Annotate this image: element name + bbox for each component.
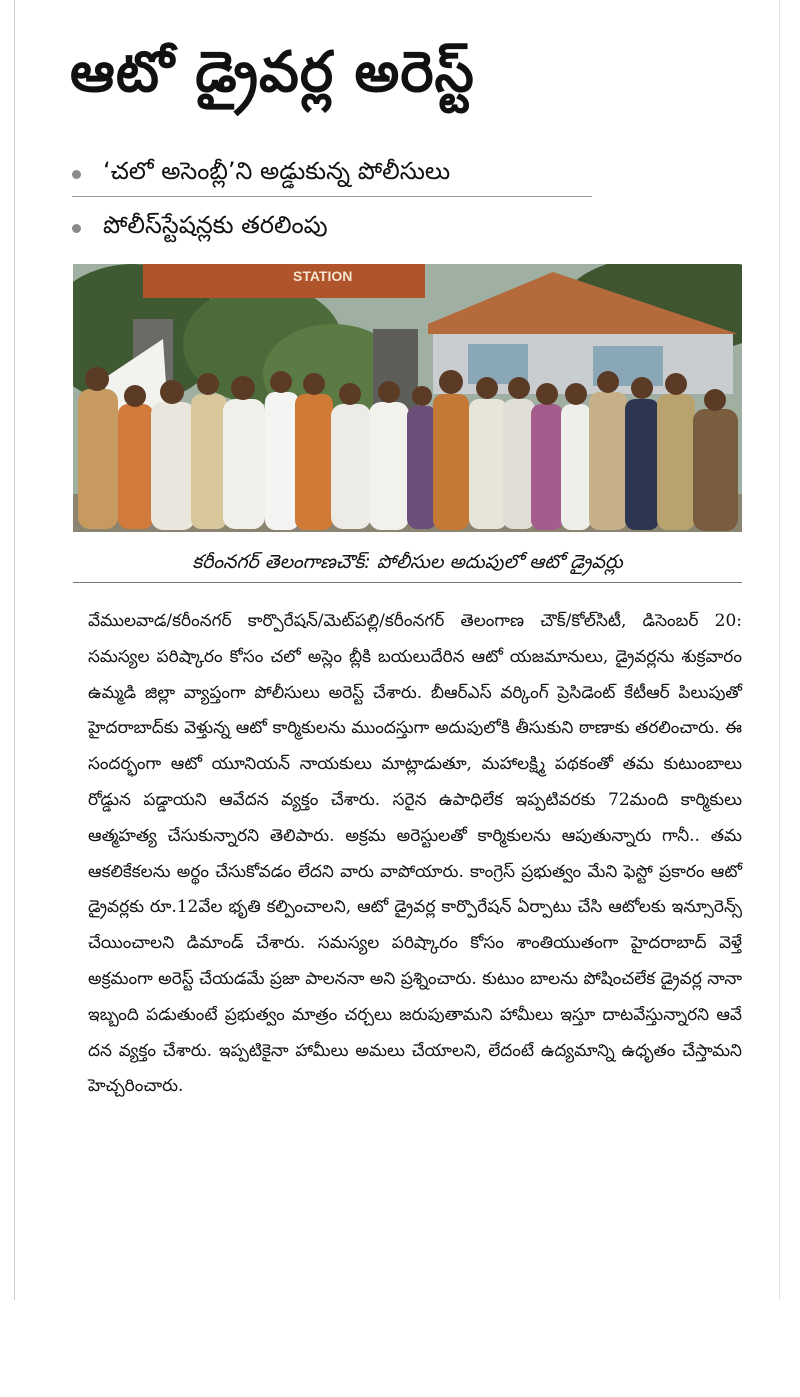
left-margin-rule	[14, 0, 15, 1300]
news-photo	[73, 264, 742, 532]
photo-sign-text: STATION	[293, 268, 353, 284]
bullet-text: ‘చలో అసెంబ్లీ’ని అడ్డుకున్న పోలీసులు	[103, 157, 451, 185]
bullet-dot-icon	[72, 170, 81, 179]
bullet-item	[72, 206, 592, 250]
photo-caption: కరీంనగర్ తెలంగాణచౌక్: పోలీసుల అదుపులో ఆటో డ్రైవర్లు	[73, 542, 742, 583]
article-body: వేములవాడ/కరీంనగర్ కార్పొరేషన్/మెట్‌పల్లి/కరీంనగర్ తెలంగాణ చౌక్/కోల్‌సిటీ, డిసెంబర్ 20: సమస్యల పరిష్కారం కోసం చలో అస్లెం బ్లీకి బయలుదేరిన ఆటో యజమానులు, డ్రైవర్లను శుక్రవారం ఉమ్మడి జిల్లా వ్యాప్తంగా పోలీసులు అరెస్ట్ చేశారు. బీఆర్‌ఎస్ వర్కింగ్ ప్రెసిడెంట్ కేటీఆర్ పిలుపుతో హైదరాబాద్‌కు వెళ్తున్న ఆటో కార్మికులను ముందస్తుగా అదుపులోకి తీసుకుని ఠాణాకు తరలించారు. ఈ సందర్భంగా ఆటో యూనియన్ నాయకులు మాట్లాడుతూ, మహాలక్ష్మి పథకంతో తమ కుటుంబాలు రోడ్డున పడ్డాయని ఆవేదన వ్యక్తం చేశారు. సరైన ఉపాధిలేక ఇప్పటివరకు 72మంది కార్మికులు ఆత్మహత్య చేసుకున్నారని తెలిపారు. అక్రమ అరెస్టులతో కార్మికులను ఆపుతున్నారు గానీ.. తమ ఆకలికేకలను అర్థం చేసుకోవడం లేదని వారు వాపోయారు. కాంగ్రెస్ ప్రభుత్వం మేని ఫెస్టో ప్రకారం ఆటో డ్రైవర్లకు రూ.12వేల భృతి కల్పించాలని, ఆటో డ్రైవర్ల కార్పొరేషన్ ఏర్పాటు చేసి ఆటోలకు ఇన్సూరెన్స్ చేయించాలని డిమాండ్ చేశారు. సమస్యల పరిష్కారం కోసం శాంతియుతంగా హైదరాబాద్ వెళ్తే అక్రమంగా అరెస్ట్ చేయడమే ప్రజా పాలననా అని ప్రశ్నించారు. కుటుం బాలను పోషించలేక డ్రైవర్ల నానా ఇబ్బంది పడుతుంటే ప్రభుత్వం మాత్రం చర్చలు జరుపుతామని హామీలు ఇస్తూ దాటవేస్తున్నారని ఆవే దన వ్యక్తం చేశారు. ఇప్పటికైనా హామీలు అమలు చేయాలని, లేదంటే ఉద్యమాన్ని ఉధృతం చేస్తామని హెచ్చరించారు.	[88, 611, 742, 1097]
bullet-item	[72, 152, 592, 197]
bullet-dot-icon	[72, 224, 81, 233]
headline: ఆటో డ్రైవర్ల అరెస్ట్	[70, 40, 475, 105]
right-margin-rule	[779, 0, 780, 1300]
bullet-text: పోలీస్‌స్టేషన్లకు తరలింపు	[103, 211, 328, 239]
